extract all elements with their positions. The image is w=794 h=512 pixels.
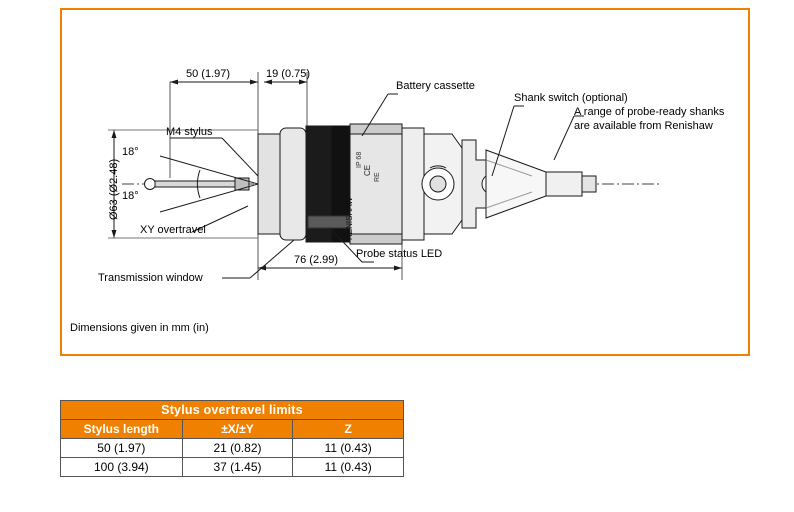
callout-m4-stylus: M4 stylus — [166, 126, 213, 138]
cell-xy: 37 (1.45) — [182, 458, 293, 477]
dimension-overall-length: 76 (2.99) — [294, 254, 339, 266]
body-ce-mark: CE — [363, 164, 372, 176]
table-row — [61, 458, 404, 477]
dimension-battery-cassette-width: 19 (0.75) — [266, 68, 311, 80]
body-ip-mark: IP 68 — [356, 151, 363, 168]
probe-dimension-diagram — [60, 8, 750, 356]
table-title: Stylus overtravel limits — [61, 401, 404, 420]
stylus-overtravel-limits-table — [60, 400, 404, 477]
cell-z: 11 (0.43) — [293, 439, 404, 458]
callout-transmission-window: Transmission window — [98, 272, 203, 284]
cell-z: 11 (0.43) — [293, 458, 404, 477]
column-header-z: Z — [293, 420, 404, 439]
column-header-stylus-length: Stylus length — [61, 420, 183, 439]
body-secondary-mark: RE — [374, 172, 381, 182]
dimension-body-diameter: Ø63 (Ø2.48) — [108, 158, 120, 220]
angle-lower-label: 18° — [122, 190, 139, 202]
cell-stylus-length: 100 (3.94) — [61, 458, 183, 477]
column-header-xy: ±X/±Y — [182, 420, 293, 439]
callout-xy-overtravel: XY overtravel — [140, 224, 206, 236]
dimensions-units-note: Dimensions given in mm (in) — [70, 322, 209, 334]
callout-shank-switch: Shank switch (optional) — [514, 92, 628, 104]
cell-xy: 21 (0.82) — [182, 439, 293, 458]
callout-probe-status-led: Probe status LED — [356, 248, 443, 260]
table-row — [61, 439, 404, 458]
callout-battery-cassette: Battery cassette — [396, 80, 475, 92]
cell-stylus-length: 50 (1.97) — [61, 439, 183, 458]
diagram-linework — [62, 10, 752, 358]
angle-upper-label: 18° — [122, 146, 139, 158]
callout-shank-range-line-1: A range of probe-ready shanks — [574, 106, 725, 118]
callout-shank-range-line-2: are available from Renishaw — [574, 120, 713, 132]
dimension-stylus-length: 50 (1.97) — [186, 68, 231, 80]
body-brand-mark: RENISHAW — [345, 197, 354, 240]
